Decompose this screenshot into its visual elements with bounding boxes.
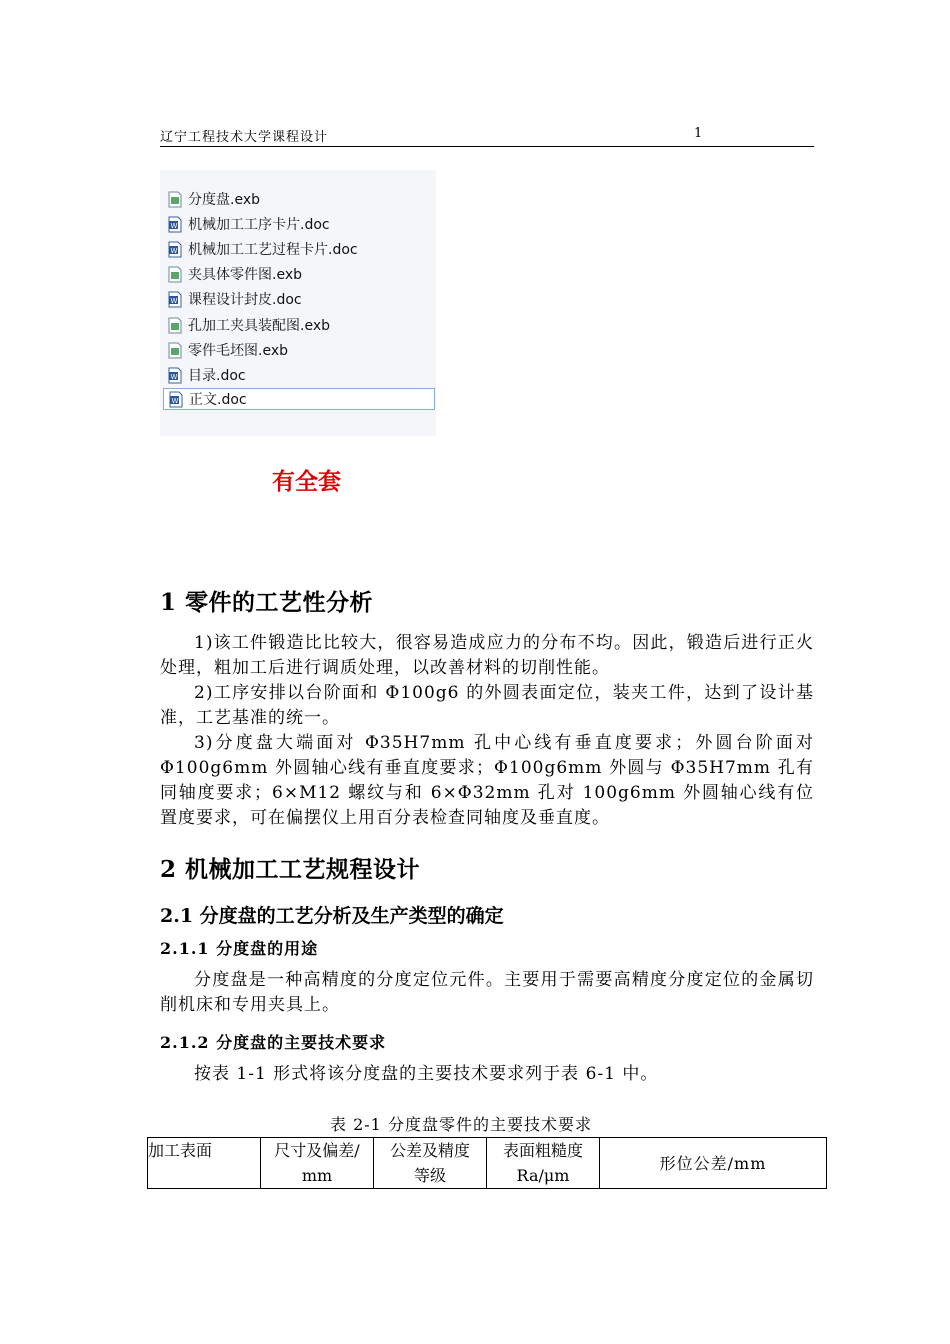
table-header-cell: 表面粗糙度 Ra/μm (487, 1138, 600, 1189)
word-doc-icon (168, 367, 182, 384)
exb-file-icon (168, 191, 182, 208)
svg-text:W: W (170, 246, 178, 255)
section-2-1-1-title: 2.1.1 分度盘的用途 (160, 939, 319, 958)
paragraph: 分度盘是一种高精度的分度定位元件。主要用于需要高精度分度定位的金属切削机床和专用夹具上。 (160, 970, 814, 1015)
table-header-cell: 形位公差/mm (600, 1138, 827, 1189)
file-item[interactable] (168, 314, 434, 336)
section-2-1-title: 2.1 分度盘的工艺分析及生产类型的确定 (160, 905, 504, 927)
file-item[interactable] (168, 188, 434, 210)
tech-requirements-table (147, 1137, 827, 1189)
table-header-cell: 公差及精度 等级 (374, 1138, 487, 1189)
paragraph: 按表 1-1 形式将该分度盘的主要技术要求列于表 6-1 中。 (194, 1064, 659, 1084)
table-header-cell: 尺寸及偏差/ mm (261, 1138, 374, 1189)
file-name: 机械加工工序卡片.doc (188, 217, 330, 233)
file-name: 夹具体零件图.exb (188, 267, 302, 283)
exb-file-icon (168, 317, 182, 334)
word-doc-icon (168, 291, 182, 308)
file-item[interactable] (168, 263, 434, 285)
file-name: 分度盘.exb (188, 192, 260, 208)
paragraph: 2)工序安排以台阶面和 Φ100g6 的外圆表面定位，装夹工件，达到了设计基准，工艺基准的统一。 (160, 683, 814, 728)
file-item[interactable] (168, 364, 434, 386)
exb-file-icon (168, 342, 182, 359)
table-header-row (148, 1138, 827, 1189)
file-name: 课程设计封皮.doc (188, 292, 302, 308)
svg-text:W: W (170, 372, 178, 381)
page-header (160, 126, 814, 147)
file-list (160, 170, 436, 436)
file-name: 孔加工夹具装配图.exb (188, 318, 330, 334)
word-doc-icon (169, 391, 183, 408)
paragraph: 3)分度盘大端面对 Φ35H7mm 孔中心线有垂直度要求；外圆台阶面对 Φ100g6mm 外圆轴心线有垂直度要求；Φ100g6mm 外圆与 Φ35H7mm 孔有同轴度要求；6×M12 螺纹与和 6×Φ32mm 孔对 100g6mm 外圆轴心线有位置度要求，可在偏摆仪上用百分表检查同轴度及垂直度。 (160, 733, 814, 828)
file-name: 零件毛坯图.exb (188, 343, 288, 359)
word-doc-icon (168, 241, 182, 258)
svg-text:W: W (171, 396, 179, 405)
file-item[interactable] (168, 238, 434, 260)
table-header-cell: 加工表面 (148, 1138, 261, 1189)
section-1-title: 1 零件的工艺性分析 (160, 589, 374, 616)
header-title: 辽宁工程技术大学课程设计 (160, 130, 329, 145)
svg-text:W: W (170, 221, 178, 230)
exb-file-icon (168, 266, 182, 283)
paragraph: 1)该工件锻造比比较大，很容易造成应力的分布不均。因此，锻造后进行正火处理，粗加工后进行调质处理，以改善材料的切削性能。 (160, 633, 814, 678)
word-doc-icon (168, 216, 182, 233)
page-number: 1 (694, 126, 703, 141)
file-name: 正文.doc (189, 392, 247, 408)
file-item[interactable] (168, 339, 434, 361)
file-item[interactable] (168, 213, 434, 235)
file-item-selected[interactable] (163, 388, 435, 410)
notice-text: 有全套 (272, 469, 341, 495)
file-name: 机械加工工艺过程卡片.doc (188, 242, 358, 258)
file-item[interactable] (168, 288, 434, 310)
section-2-1-2-title: 2.1.2 分度盘的主要技术要求 (160, 1033, 387, 1052)
table-caption: 表 2-1 分度盘零件的主要技术要求 (330, 1115, 592, 1134)
section-2-title: 2 机械加工工艺规程设计 (160, 856, 421, 883)
svg-text:W: W (170, 296, 178, 305)
file-name: 目录.doc (188, 368, 246, 384)
